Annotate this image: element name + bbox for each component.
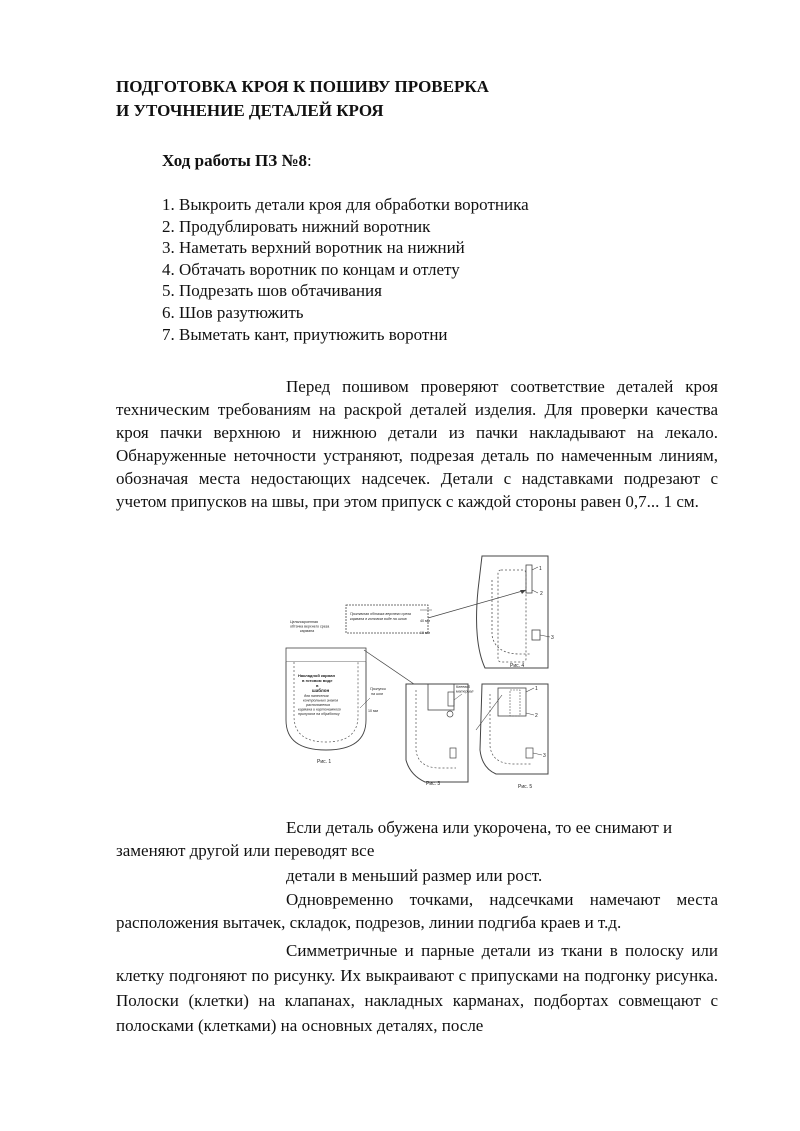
pocket-label-7: расположения — [306, 703, 331, 707]
glue-label-2: материал — [456, 689, 474, 694]
work-heading-suffix: : — [307, 151, 312, 170]
work-heading-label: Ход работы ПЗ №8 — [162, 151, 308, 170]
paragraph-3-text: Одновременно точками, надсечками намечают места расположения вытачек, складок, подрезов, линии подгиба краев и т.д. — [116, 890, 718, 932]
fig1-caption: Рис. 1 — [317, 759, 332, 765]
steps-list — [162, 194, 529, 345]
pocket-label-1: Накладной карман — [298, 673, 336, 678]
pocket-label-9: припусков на обработку — [298, 712, 340, 716]
paragraph-2-tail: детали в меньший размер или рост. — [286, 866, 543, 885]
paragraph-2 — [116, 816, 746, 862]
paragraph-1 — [116, 375, 718, 513]
dim-10: 10 мм — [420, 631, 430, 635]
paragraph-2-main: Если деталь обужена или укорочена, то ее снимают и — [286, 818, 673, 837]
fig5-marker-1: 1 — [535, 686, 538, 692]
step-item: 1. Выкроить детали кроя для обработки воротника — [162, 195, 529, 214]
paragraph-4-text: Симметричные и парные детали из ткани в полоску или клетку подгоняют по рисунку. Их выкраивают с припусками на подгонку рисунка. Полоски (клетки) на клапанах, накладных карманах, подбортах совмещают с полосками (клетками) на основных деталях, после — [116, 941, 718, 1035]
whole-facing-3: кармана — [300, 629, 315, 633]
document-title — [116, 75, 489, 123]
strip-label-1: Притачная обтачка верхнего среза — [350, 612, 411, 616]
title-line-1: ПОДГОТОВКА КРОЯ К ПОШИВУ ПРОВЕРКА — [116, 77, 489, 96]
fig5-caption: Рис. 5 — [518, 784, 533, 790]
fig4-marker-3: 3 — [551, 635, 554, 641]
step-item: 6. Шов разутюжить — [162, 302, 304, 322]
fig4-marker-1: 1 — [539, 566, 542, 572]
allowance-dim: 10 мм — [368, 709, 378, 713]
fig4-marker-2: 2 — [540, 591, 543, 597]
pocket-label-6: контрольных знаков — [303, 698, 339, 703]
paragraph-4 — [116, 938, 718, 1038]
step-item: 3. Наметать верхний воротник на нижний — [162, 238, 465, 258]
whole-facing-1: Цельнокроенная — [290, 620, 318, 624]
title-line-2: И УТОЧНЕНИЕ ДЕТАЛЕЙ КРОЯ — [116, 101, 384, 120]
pocket-label-8: кармана и картонажного — [298, 707, 341, 712]
fig5-marker-2: 2 — [535, 713, 538, 719]
pocket-technical-figure — [270, 550, 570, 795]
pocket-label-2: в готовом виде — [302, 678, 333, 683]
step-item: 4. Обтачать воротник по концам и отлету — [162, 259, 460, 279]
fig5-panel — [480, 684, 548, 774]
paragraph-3 — [116, 888, 718, 934]
paragraph-1-text: Перед пошивом проверяют соответствие деталей кроя техническим требованиям на раскрой деталей изделия. Для проверки качества кроя пачки верхнюю и нижнюю детали из пачки накладывают на лекало. Обнаруженные неточности устраняют, подрезая деталь по намеченным линиям, обозначая места недостающих надсечек. Детали с надставками подрезают с учетом припусков на швы, при этом припуск с каждой стороны равен 0,7... 1 см. — [116, 377, 718, 511]
work-heading — [162, 151, 312, 171]
pocket-label-3: в — [316, 683, 319, 688]
pocket-label-4: шаблон — [312, 688, 330, 693]
allowance-label-1: Припуски — [370, 687, 386, 691]
step-item: 5. Подрезать шов обтачивания — [162, 281, 382, 301]
allowance-label-2: на шов — [371, 692, 383, 696]
paragraph-2-cont: заменяют другой или переводят все — [116, 841, 375, 860]
fig3-panel — [406, 684, 468, 782]
glue-label-1: Клеевой — [456, 685, 470, 689]
fig4-panel — [477, 556, 548, 668]
fig4-caption: Рис. 4 — [510, 663, 525, 669]
fig5-marker-3: 3 — [543, 753, 546, 759]
fig3-caption: Рис. 3 — [426, 781, 441, 787]
step-item: 2. Продублировать нижний воротник — [162, 216, 431, 236]
whole-facing-2: обтачка верхнего среза — [290, 624, 330, 629]
pocket-label-5: для нанесения — [304, 694, 329, 698]
strip-label-2: кармана в готовом виде на шлив — [350, 617, 407, 621]
fig1-facing-band — [286, 648, 366, 662]
step-item: 7. Выметать кант, приутюжить воротни — [162, 324, 448, 344]
dim-40: 40 мм — [420, 619, 430, 623]
